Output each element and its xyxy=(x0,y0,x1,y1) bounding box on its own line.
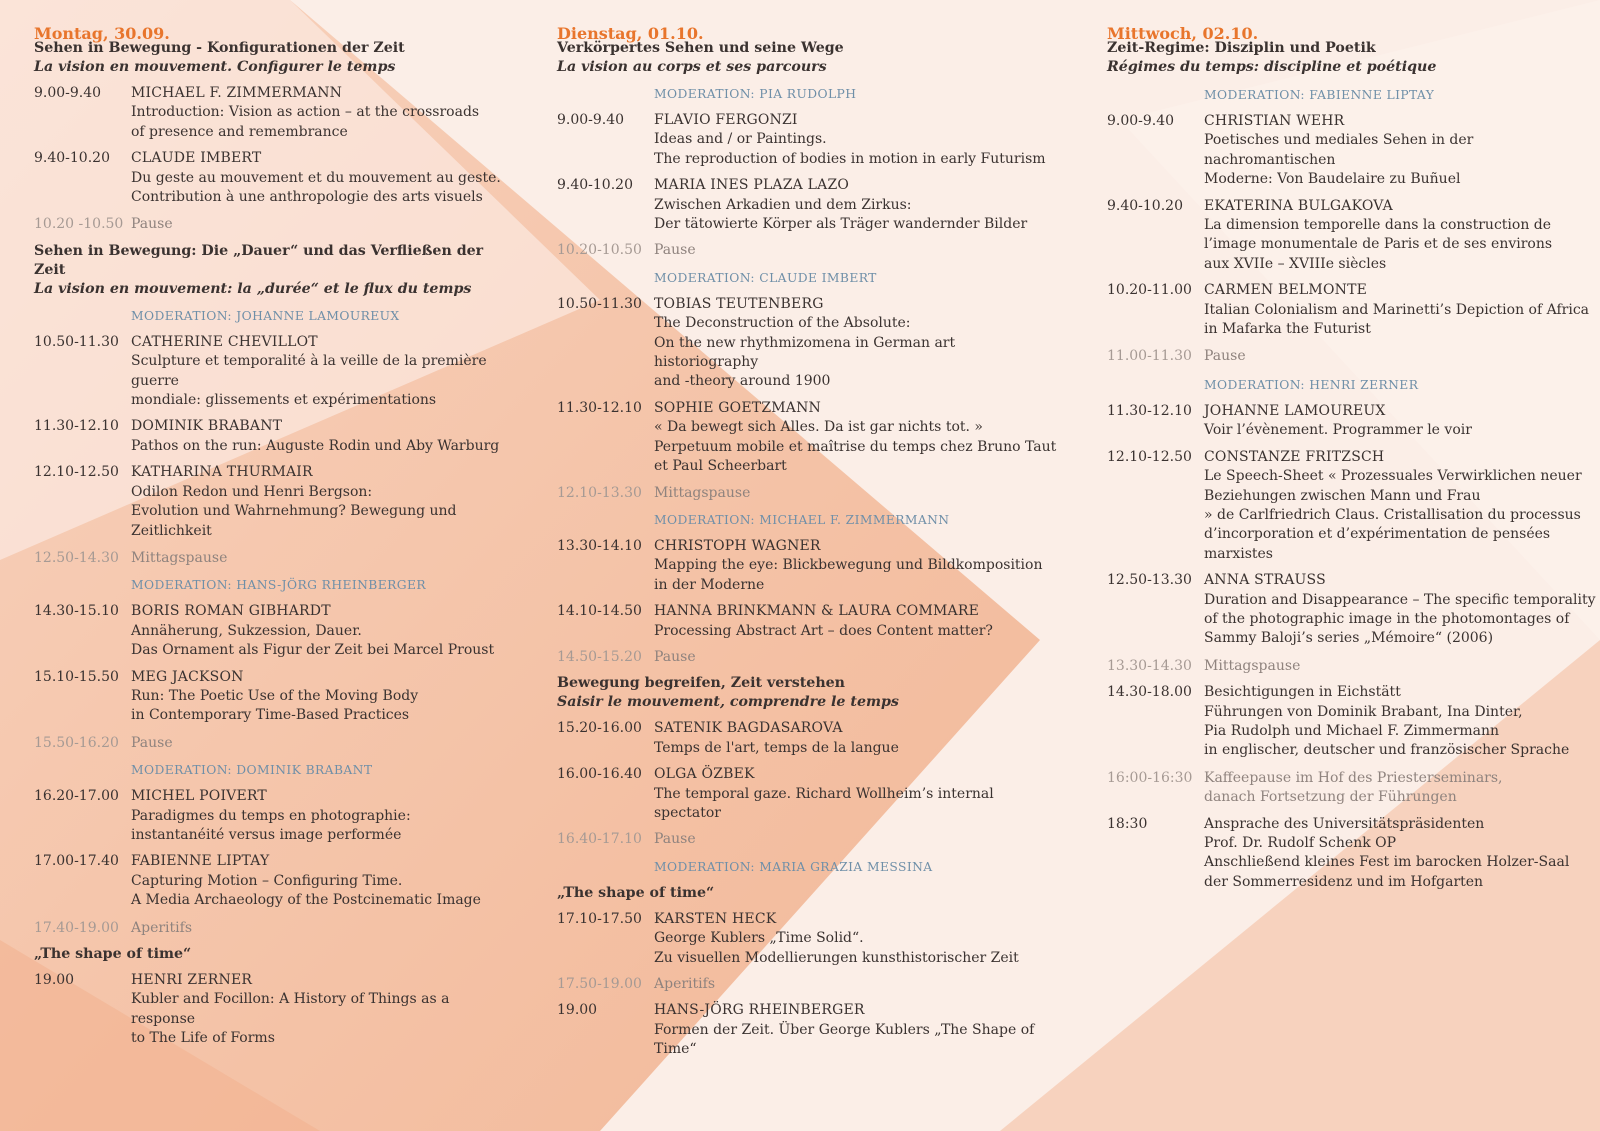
session-text-line: Processing Abstract Art – does Content matter? xyxy=(654,622,993,639)
break-label xyxy=(131,734,514,753)
speaker-name: DOMINIK BRABANT xyxy=(131,418,283,435)
session-text-line: Duration and Disappearance – The specific temporality xyxy=(1204,591,1596,608)
program-row xyxy=(557,602,1057,641)
moderation-label: MODERATION: HANS-JÖRG RHEINBERGER xyxy=(131,578,426,593)
program-row xyxy=(557,719,1057,758)
session-text-line: Capturing Motion – Configuring Time. xyxy=(131,872,403,889)
session-body xyxy=(654,295,1057,392)
program-row xyxy=(1107,683,1597,761)
session-body xyxy=(1204,815,1597,893)
speaker-name: CARMEN BELMONTE xyxy=(1204,282,1368,299)
program-row xyxy=(1107,571,1597,649)
column-day-1 xyxy=(34,0,514,1049)
break-label-line: Pause xyxy=(654,648,696,665)
session-body xyxy=(654,111,1057,169)
session-time: 18:30 xyxy=(1107,815,1148,832)
speaker-name: EKATERINA BULGAKOVA xyxy=(1204,197,1393,214)
program-row xyxy=(34,971,514,1049)
session-text-line: Introduction: Vision as action – at the crossroads xyxy=(131,104,480,121)
session-text-line: The temporal gaze. Richard Wollheim’s internal spectator xyxy=(654,785,994,821)
speaker-name: HANS-JÖRG RHEINBERGER xyxy=(654,1002,865,1019)
session-text-line: Pathos on the run: Auguste Rodin und Aby Warburg xyxy=(131,437,500,454)
session-text-line: Contribution à une anthropologie des arts visuels xyxy=(131,189,483,206)
session-time: 19.00 xyxy=(34,972,75,988)
program-row xyxy=(34,84,514,142)
section-subtitle: La vision en mouvement: la „durée“ et le flux du temps xyxy=(34,280,472,297)
break-label xyxy=(1204,657,1597,676)
day-heading: Montag, 30.09. xyxy=(34,24,170,43)
session-text-line: Ansprache des Universitätspräsidenten xyxy=(1204,815,1485,832)
program-row xyxy=(557,399,1057,477)
program-row xyxy=(34,149,514,207)
session-text-line: Zwischen Arkadien und dem Zirkus: xyxy=(654,196,912,213)
session-text-line: « Da bewegt sich Alles. Da ist gar nichts tot. » xyxy=(654,419,983,436)
break-label xyxy=(131,549,514,568)
session-time: 13.30-14.10 xyxy=(557,537,642,554)
speaker-name: CONSTANZE FRITZSCH xyxy=(1204,448,1385,465)
session-body xyxy=(654,176,1057,234)
section-subtitle: La vision en mouvement. Configurer le temps xyxy=(34,59,396,75)
session-text-line: Beziehungen zwischen Mann und Frau xyxy=(1204,487,1481,504)
moderation-label: MODERATION: MICHAEL F. ZIMMERMANN xyxy=(654,512,950,527)
session-text-line: aux XVIIe – XVIIIe siècles xyxy=(1204,255,1387,272)
program-row xyxy=(557,176,1057,234)
moderation-label: MODERATION: PIA RUDOLPH xyxy=(654,87,857,101)
program-row xyxy=(1107,402,1597,441)
speaker-name: CLAUDE IMBERT xyxy=(131,150,262,167)
session-time: 14.30-18.00 xyxy=(1107,684,1192,701)
break-time: 10.20 -10.50 xyxy=(34,216,124,233)
speaker-name: KATHARINA THURMAIR xyxy=(131,464,313,481)
session-text-line: Italian Colonialism and Marinetti’s Depiction of Africa xyxy=(1204,301,1590,318)
break-time: 14.50-15.20 xyxy=(557,648,642,665)
section-heading xyxy=(557,39,1057,77)
session-text-line: The reproduction of bodies in motion in early Futurism xyxy=(654,150,1046,167)
session-body xyxy=(654,1001,1057,1059)
program-row xyxy=(557,537,1057,595)
session-text-line: La dimension temporelle dans la construction de xyxy=(1204,217,1552,234)
session-text-line: in Mafarka the Futurist xyxy=(1204,321,1371,338)
section-subtitle: Régimes du temps: discipline et poétique xyxy=(1107,59,1437,75)
program-row xyxy=(557,1001,1057,1059)
session-body xyxy=(1204,281,1597,339)
session-time: 15.20-16.00 xyxy=(557,720,642,737)
session-text-line: Paradigmes du temps en photographie: xyxy=(131,807,411,824)
moderation-label: MODERATION: CLAUDE IMBERT xyxy=(654,270,877,285)
session-time: 12.10-12.50 xyxy=(34,464,119,481)
speaker-name: JOHANNE LAMOUREUX xyxy=(1204,402,1386,419)
session-time: 17.10-17.50 xyxy=(557,910,642,927)
session-time: 11.30-12.10 xyxy=(1107,402,1192,419)
program-row xyxy=(34,668,514,726)
session-text-line: Formen der Zeit. Über George Kublers „The Shape of Time“ xyxy=(654,1021,1035,1058)
program-row xyxy=(1107,281,1597,339)
break-row xyxy=(557,648,1057,667)
speaker-name: FLAVIO FERGONZI xyxy=(654,112,798,128)
session-text-line: instantanéité versus image performée xyxy=(131,826,402,843)
section-heading xyxy=(557,674,1057,712)
session-time: 10.50-11.30 xyxy=(34,333,119,350)
section-subtitle: La vision au corps et ses parcours xyxy=(557,59,827,75)
break-label-line: Pause xyxy=(131,734,173,751)
session-time: 14.30-15.10 xyxy=(34,603,119,620)
break-time: 17.50-19.00 xyxy=(557,976,642,992)
speaker-name: MICHEL POIVERT xyxy=(131,788,267,805)
session-time: 17.00-17.40 xyxy=(34,853,119,870)
section-title: „The shape of time“ xyxy=(557,884,715,901)
session-text-line: mondiale: glissements et expérimentations xyxy=(131,392,437,409)
moderation-label: MODERATION: DOMINIK BRABANT xyxy=(131,763,373,778)
section-title: Verkörpertes Sehen und seine Wege xyxy=(557,40,844,56)
session-time: 9.00-9.40 xyxy=(557,112,625,128)
section-heading xyxy=(34,242,514,299)
break-label-line: Pause xyxy=(131,216,173,233)
session-text-line: Mapping the eye: Blickbewegung und Bildkomposition xyxy=(654,557,1043,574)
session-time: 10.50-11.30 xyxy=(557,295,642,312)
session-body xyxy=(1204,402,1597,441)
break-label xyxy=(654,484,1057,503)
speaker-name: HANNA BRINKMANN & LAURA COMMARE xyxy=(654,603,979,620)
session-time: 11.30-12.10 xyxy=(34,418,119,435)
session-body xyxy=(131,602,514,660)
moderation-label: MODERATION: MARIA GRAZIA MESSINA xyxy=(654,859,933,874)
break-time: 12.50-14.30 xyxy=(34,549,119,566)
session-time: 9.40-10.20 xyxy=(1107,197,1183,214)
session-body xyxy=(654,399,1057,477)
break-label xyxy=(654,975,1057,994)
session-text-line: Le Speech-Sheet « Prozessuales Verwirklichen neuer xyxy=(1204,468,1582,485)
moderation-label: MODERATION: JOHANNE LAMOUREUX xyxy=(131,308,400,323)
session-body xyxy=(1204,112,1597,190)
session-body xyxy=(654,719,1057,758)
session-body xyxy=(131,84,514,142)
break-label-line: Aperitifs xyxy=(131,919,192,936)
session-text-line: of presence and remembrance xyxy=(131,123,348,140)
break-row xyxy=(1107,347,1597,366)
section-heading xyxy=(1107,39,1597,77)
session-time: 11.30-12.10 xyxy=(557,399,642,416)
session-text-line: Sammy Baloji’s series „Mémoire“ (2006) xyxy=(1204,630,1494,647)
break-label xyxy=(1204,347,1597,366)
section-title: Sehen in Bewegung: Die „Dauer“ und das Verfließen der Zeit xyxy=(34,242,484,278)
session-body xyxy=(131,787,514,845)
speaker-name: SOPHIE GOETZMANN xyxy=(654,399,821,416)
program-row xyxy=(34,333,514,411)
moderation-label: MODERATION: FABIENNE LIPTAY xyxy=(1204,88,1435,102)
section-heading xyxy=(557,884,1057,903)
break-label-line: Kaffeepause im Hof des Priesterseminars, xyxy=(1204,769,1503,786)
session-time: 9.00-9.40 xyxy=(1107,113,1175,129)
session-body xyxy=(654,602,1057,641)
program-row xyxy=(557,295,1057,392)
break-row xyxy=(1107,769,1597,808)
session-time: 12.10-12.50 xyxy=(1107,448,1192,465)
break-time: 11.00-11.30 xyxy=(1107,348,1192,365)
session-text-line: of the photographic image in the photomontages of xyxy=(1204,610,1570,627)
session-text-line: Anschließend kleines Fest im barocken Holzer-Saal xyxy=(1204,854,1570,871)
speaker-name: OLGA ÖZBEK xyxy=(654,766,755,783)
break-row xyxy=(34,734,514,753)
session-text-line: Prof. Dr. Rudolf Schenk OP xyxy=(1204,835,1397,851)
session-text-line: l’image monumentale de Paris et de ses environs xyxy=(1204,236,1553,253)
break-label xyxy=(654,830,1057,849)
session-time: 19.00 xyxy=(557,1002,598,1019)
break-row xyxy=(34,549,514,568)
session-text-line: et Paul Scheerbart xyxy=(654,458,787,475)
session-time: 14.10-14.50 xyxy=(557,603,642,620)
speaker-name: CATHERINE CHEVILLOT xyxy=(131,333,318,350)
session-body xyxy=(1204,197,1597,275)
session-body xyxy=(131,668,514,726)
session-text-line: Moderne: Von Baudelaire zu Buñuel xyxy=(1204,171,1461,188)
section-title: „The shape of time“ xyxy=(34,946,192,962)
session-text-line: Der tätowierte Körper als Träger wandernder Bilder xyxy=(654,216,1028,233)
session-text-line: and -theory around 1900 xyxy=(654,373,831,390)
break-label xyxy=(654,241,1057,260)
break-label-line: Pause xyxy=(654,242,696,259)
program-row xyxy=(1107,112,1597,190)
program-row xyxy=(34,602,514,660)
session-body xyxy=(654,910,1057,968)
session-text-line: Das Ornament als Figur der Zeit bei Marcel Proust xyxy=(131,642,495,659)
session-body xyxy=(1204,571,1597,649)
program-row xyxy=(557,765,1057,823)
section-heading xyxy=(34,945,514,964)
session-text-line: On the new rhythmizomena in German art historiography xyxy=(654,334,956,371)
break-row xyxy=(1107,657,1597,676)
session-text-line: Führungen von Dominik Brabant, Ina Dinter, xyxy=(1204,703,1523,720)
session-body xyxy=(654,537,1057,595)
speaker-name: TOBIAS TEUTENBERG xyxy=(654,295,824,312)
break-row xyxy=(557,975,1057,994)
session-text-line: Ideas and / or Paintings. xyxy=(654,131,827,148)
session-text-line: Pia Rudolph und Michael F. Zimmermann xyxy=(1204,722,1500,739)
session-text-line: Odilon Redon und Henri Bergson: xyxy=(131,483,373,500)
program-row xyxy=(34,852,514,910)
break-time: 10.20-10.50 xyxy=(557,242,642,259)
session-time: 9.40-10.20 xyxy=(557,177,633,194)
speaker-name: SATENIK BAGDASAROVA xyxy=(654,720,843,737)
session-time: 9.40-10.20 xyxy=(34,150,110,167)
speaker-name: FABIENNE LIPTAY xyxy=(131,853,270,870)
session-text-line: Voir l’évènement. Programmer le voir xyxy=(1204,422,1472,439)
column-day-2 xyxy=(557,0,1057,1060)
session-text-line: Kubler and Focillon: A History of Things as a response xyxy=(131,991,450,1027)
session-text-line: A Media Archaeology of the Postcinematic Image xyxy=(131,892,481,909)
speaker-name: KARSTEN HECK xyxy=(654,910,777,927)
session-text-line: Evolution und Wahrnehmung? Bewegung und Zeitlichkeit xyxy=(131,503,457,539)
break-label-line: Pause xyxy=(654,831,696,848)
session-text-line: in englischer, deutscher und französischer Sprache xyxy=(1204,742,1570,759)
session-text-line: Zu visuellen Modellierungen kunsthistorischer Zeit xyxy=(654,949,1019,966)
break-label-line: Mittagspause xyxy=(131,549,228,566)
session-body xyxy=(131,971,514,1049)
break-time: 12.10-13.30 xyxy=(557,484,642,501)
session-body xyxy=(1204,448,1597,564)
session-text-line: Perpetuum mobile et maîtrise du temps chez Bruno Taut xyxy=(654,438,1057,455)
break-label xyxy=(1204,769,1597,808)
section-title: Zeit-Regime: Disziplin und Poetik xyxy=(1107,40,1376,56)
program-row xyxy=(34,787,514,845)
session-body xyxy=(131,463,514,541)
program-row xyxy=(557,111,1057,169)
break-time: 17.40-19.00 xyxy=(34,919,119,936)
break-time: 13.30-14.30 xyxy=(1107,657,1192,674)
break-time: 16.40-17.10 xyxy=(557,831,642,848)
moderation-label: MODERATION: HENRI ZERNER xyxy=(1204,377,1419,392)
break-label-line: Mittagspause xyxy=(1204,657,1301,674)
speaker-name: HENRI ZERNER xyxy=(131,972,253,988)
break-label-line: Mittagspause xyxy=(654,484,751,501)
session-body xyxy=(131,333,514,411)
section-subtitle: Saisir le mouvement, comprendre le temps xyxy=(557,694,899,711)
session-text-line: » de Carlfriedrich Claus. Cristallisation du processus xyxy=(1204,506,1581,523)
break-label-line: danach Fortsetzung der Führungen xyxy=(1204,789,1457,806)
column-day-3 xyxy=(1107,0,1597,892)
day-heading: Mittwoch, 02.10. xyxy=(1107,24,1259,43)
break-row xyxy=(557,484,1057,503)
session-text-line: Du geste au mouvement et du mouvement au geste. xyxy=(131,169,501,186)
speaker-name: ANNA STRAUSS xyxy=(1204,572,1326,589)
speaker-name: MARIA INES PLAZA LAZO xyxy=(654,177,850,194)
break-row xyxy=(557,241,1057,260)
session-text-line: Annäherung, Sukzession, Dauer. xyxy=(131,622,362,639)
speaker-name: CHRISTOPH WAGNER xyxy=(654,537,821,554)
session-time: 10.20-11.00 xyxy=(1107,282,1192,299)
program-row xyxy=(34,463,514,541)
break-label xyxy=(131,215,514,234)
break-label xyxy=(654,648,1057,667)
session-time: 15.10-15.50 xyxy=(34,668,119,685)
session-body xyxy=(1204,683,1597,761)
session-body xyxy=(654,765,1057,823)
section-title: Bewegung begreifen, Zeit verstehen xyxy=(557,675,845,692)
break-time: 16:00-16:30 xyxy=(1107,769,1193,786)
program-row xyxy=(34,417,514,456)
session-time: 12.50-13.30 xyxy=(1107,572,1192,589)
session-time: 16.20-17.00 xyxy=(34,788,119,805)
session-body xyxy=(131,417,514,456)
session-text-line: der Sommerresidenz und im Hofgarten xyxy=(1204,873,1484,890)
session-text-line: Besichtigungen in Eichstätt xyxy=(1204,684,1401,701)
speaker-name: MEG JACKSON xyxy=(131,668,244,685)
session-time: 9.00-9.40 xyxy=(34,85,102,101)
break-label-line: Aperitifs xyxy=(654,976,715,992)
session-text-line: Temps de l'art, temps de la langue xyxy=(654,739,899,756)
session-text-line: The Deconstruction of the Absolute: xyxy=(654,315,911,332)
speaker-name: CHRISTIAN WEHR xyxy=(1204,113,1345,129)
program-row xyxy=(1107,815,1597,893)
session-body xyxy=(131,852,514,910)
session-text-line: Sculpture et temporalité à la veille de la première guerre xyxy=(131,353,487,389)
session-text-line: d’incorporation et d’expérimentation de pensées marxistes xyxy=(1204,526,1551,562)
section-heading xyxy=(34,39,514,77)
break-label-line: Pause xyxy=(1204,348,1246,365)
break-row xyxy=(557,830,1057,849)
session-text-line: in der Moderne xyxy=(654,576,765,593)
speaker-name: BORIS ROMAN GIBHARDT xyxy=(131,603,331,620)
break-label xyxy=(131,919,514,938)
speaker-name: MICHAEL F. ZIMMERMANN xyxy=(131,85,343,101)
break-row xyxy=(34,215,514,234)
session-text-line: George Kublers „Time Solid“. xyxy=(654,930,864,947)
break-time: 15.50-16.20 xyxy=(34,734,119,751)
section-title: Sehen in Bewegung - Konfigurationen der Zeit xyxy=(34,40,405,56)
day-heading: Dienstag, 01.10. xyxy=(557,24,704,43)
program-row xyxy=(1107,197,1597,275)
session-time: 16.00-16.40 xyxy=(557,766,642,783)
session-text-line: Run: The Poetic Use of the Moving Body xyxy=(131,687,419,704)
session-body xyxy=(131,149,514,207)
session-text-line: in Contemporary Time-Based Practices xyxy=(131,707,410,724)
session-text-line: Poetisches und mediales Sehen in der nachromantischen xyxy=(1204,132,1474,168)
break-row xyxy=(34,919,514,938)
program-row xyxy=(1107,448,1597,564)
program-row xyxy=(557,910,1057,968)
session-text-line: to The Life of Forms xyxy=(131,1030,275,1047)
